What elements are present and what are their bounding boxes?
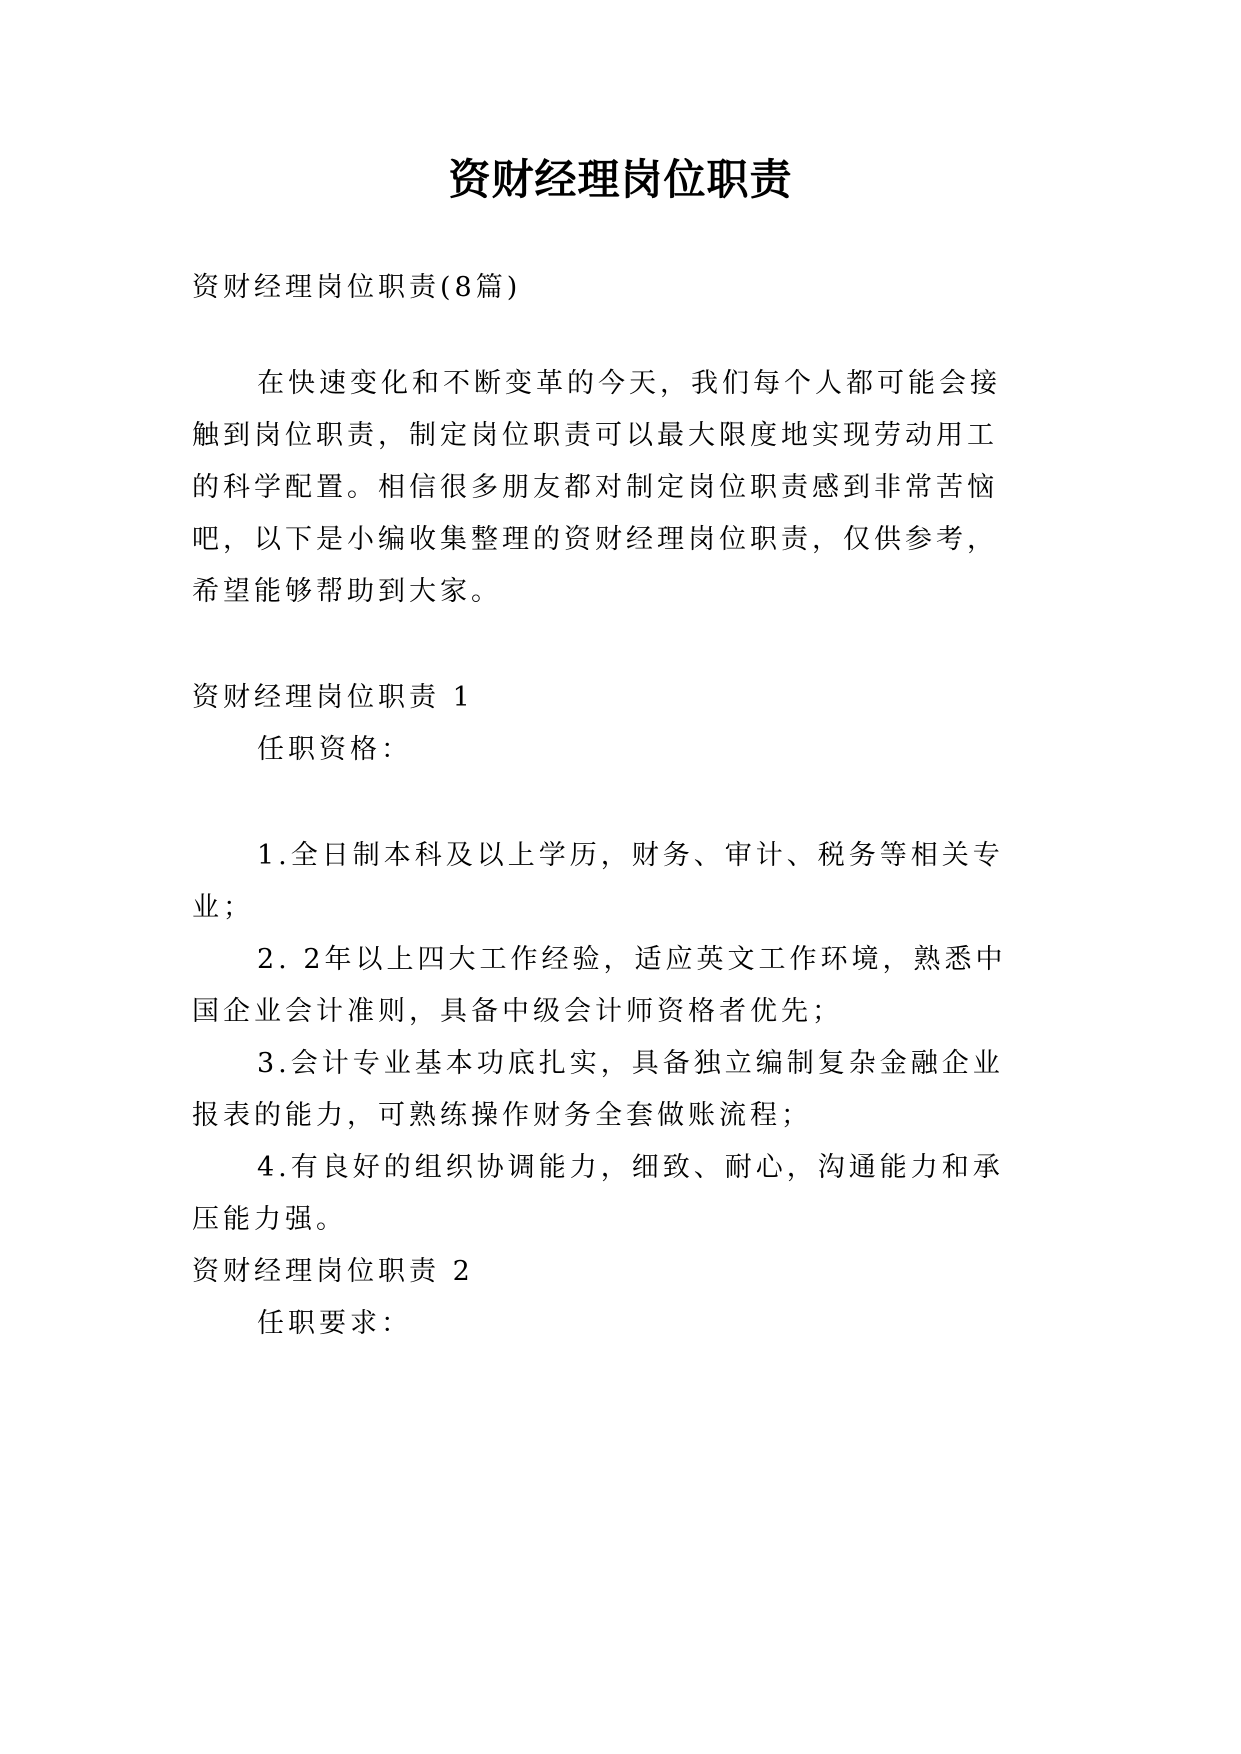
- list-item-line: 4.有良好的组织协调能力，细致、耐心，沟通能力和承: [257, 1152, 1004, 1183]
- intro-line: 吧，以下是小编收集整理的资财经理岗位职责，仅供参考，: [192, 524, 998, 555]
- list-item-line: 压能力强。: [192, 1204, 347, 1235]
- list-item-line: 业；: [192, 892, 254, 923]
- section-heading-1: 资财经理岗位职责 1: [192, 682, 474, 713]
- list-item-line: 1.全日制本科及以上学历，财务、审计、税务等相关专: [257, 840, 1004, 871]
- section-subheading-1: 任职资格：: [257, 734, 412, 765]
- intro-line: 希望能够帮助到大家。: [192, 576, 502, 607]
- intro-line: 触到岗位职责，制定岗位职责可以最大限度地实现劳动用工: [192, 420, 998, 451]
- section-subheading-2: 任职要求：: [257, 1308, 412, 1339]
- section-heading-2: 资财经理岗位职责 2: [192, 1256, 474, 1287]
- list-item-line: 3.会计专业基本功底扎实，具备独立编制复杂金融企业: [257, 1048, 1004, 1079]
- list-item-line: 2. 2年以上四大工作经验，适应英文工作环境，熟悉中: [257, 944, 1007, 975]
- intro-line: 的科学配置。相信很多朋友都对制定岗位职责感到非常苦恼: [192, 472, 998, 503]
- list-item-line: 国企业会计准则，具备中级会计师资格者优先；: [192, 996, 843, 1027]
- document-title: 资财经理岗位职责: [448, 155, 793, 204]
- intro-line: 在快速变化和不断变革的今天，我们每个人都可能会接: [257, 368, 1001, 399]
- list-item-line: 报表的能力，可熟练操作财务全套做账流程；: [192, 1100, 812, 1131]
- document-subtitle: 资财经理岗位职责(8篇): [192, 272, 522, 303]
